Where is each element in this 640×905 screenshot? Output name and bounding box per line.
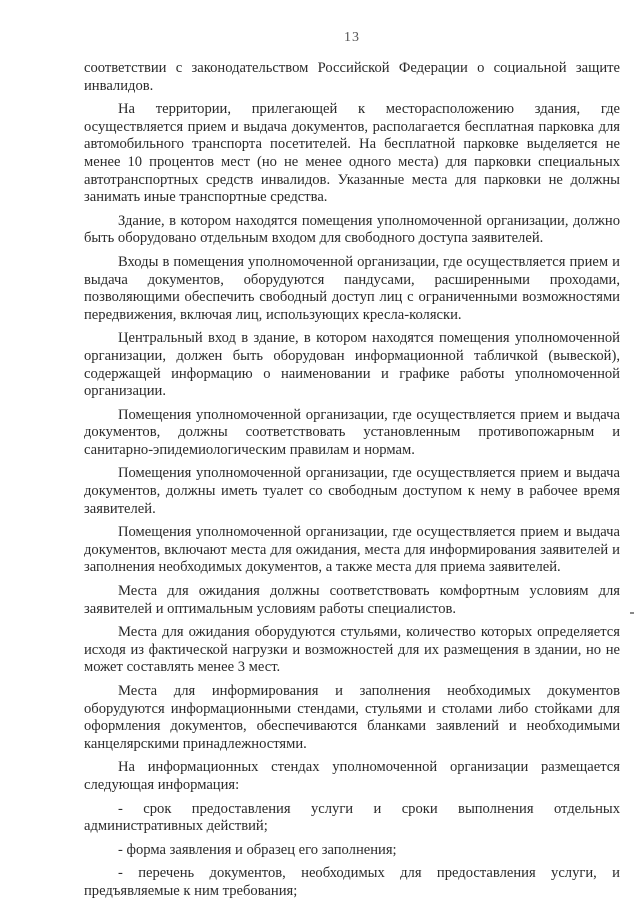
paragraph-parking: На территории, прилегающей к месторасположению здания, где осуществляется прием и выдача документов, располагается бесплатная парковка для автомобильного транспорта посетителей. На бесплатной парковке выделяется не менее 10 процентов мест (но не менее одного места) для парковки специальных автотранспортных средств инвалидов. Указанные места для парковки не должны занимать иные транспортные средства. — [84, 101, 620, 206]
list-item-documents: - перечень документов, необходимых для предоставления услуги, и предъявляемые к ним требования; — [84, 865, 620, 899]
paragraph-waiting-areas: Помещения уполномоченной организации, где осуществляется прием и выдача документов, включают места для ожидания, места для информирования заявителей и заполнения необходимых документов, а также места для приема заявителей. — [84, 524, 620, 576]
document-body — [84, 60, 620, 901]
paragraph-info-stands: Места для информирования и заполнения необходимых документов оборудуются информационными стендами, стульями и столами либо стойками для оформления документов, обеспечиваются бланками заявлений и необходимыми канцелярскими принадлежностями. — [84, 683, 620, 752]
scan-artifact — [630, 612, 634, 614]
paragraph-ramps: Входы в помещения уполномоченной организации, где осуществляется прием и выдача документов, оборудуются пандусами, расширенными проходами, позволяющими обеспечить свободный доступ лиц с ограниченными возможностями передвижения, включая лиц, использующих кресла-коляски. — [84, 253, 620, 323]
paragraph-comfort: Места для ожидания должны соответствовать комфортным условиям для заявителей и оптимальным условиям работы специалистов. — [84, 583, 620, 617]
list-item-deadlines: - срок предоставления услуги и сроки выполнения отдельных административных действий; — [84, 800, 620, 835]
paragraph-central-entrance: Центральный вход в здание, в котором находятся помещения уполномоченной организации, должен быть оборудован информационной табличкой (вывеской), содержащей информацию о наименовании и графике работы уполномоченной организации. — [84, 330, 620, 400]
paragraph-continuation: соответствии с законодательством Российской Федерации о социальной защите инвалидов. — [84, 60, 620, 94]
paragraph-toilet: Помещения уполномоченной организации, где осуществляется прием и выдача документов, должны иметь туалет со свободным доступом к нему в рабочее время заявителей. — [84, 465, 620, 517]
paragraph-fire-safety: Помещения уполномоченной организации, где осуществляется прием и выдача документов, должны соответствовать установленным противопожарным и санитарно-эпидемиологическим правилам и нормам. — [84, 406, 620, 458]
list-item-form: - форма заявления и образец его заполнения; — [118, 841, 397, 858]
page-number: 13 — [344, 30, 360, 45]
paragraph-building-entrance: Здание, в котором находятся помещения уполномоченной организации, должно быть оборудовано отдельным входом для свободного доступа заявителей. — [84, 212, 620, 247]
paragraph-info-list-intro: На информационных стендах уполномоченной организации размещается следующая информация: — [84, 759, 620, 793]
paragraph-chairs: Места для ожидания оборудуются стульями, количество которых определяется исходя из фактической нагрузки и возможностей для их размещения в здании, но не может составлять менее 3 мест. — [84, 624, 620, 676]
